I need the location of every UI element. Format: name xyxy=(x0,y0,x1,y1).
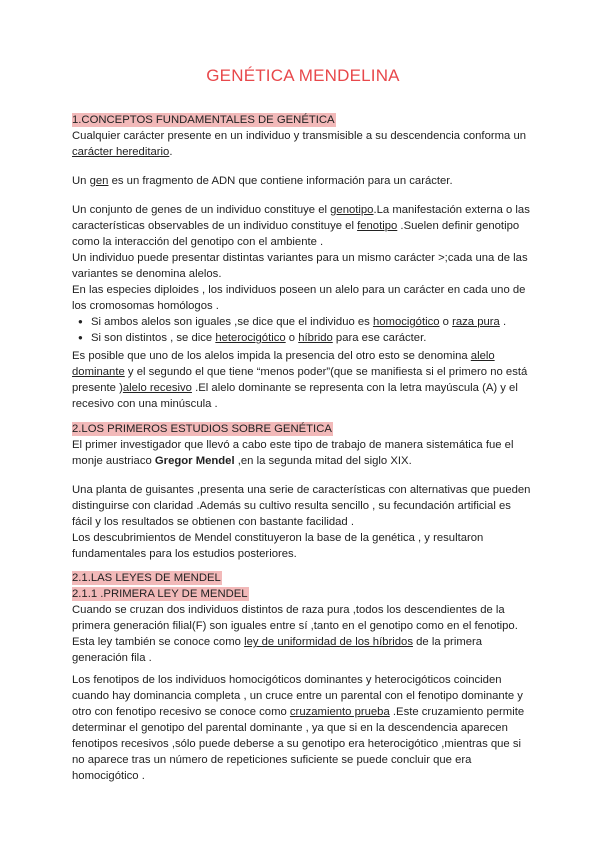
page-title: GENÉTICA MENDELINA xyxy=(206,66,400,85)
section-1 xyxy=(72,112,534,160)
term-ley-uniformidad: ley de uniformidad de los híbridos xyxy=(244,636,413,648)
s1-paragraph-5: En las especies diploides , los individuos poseen un alelo para un carácter en cada uno de los cromosomas homólogos . xyxy=(72,284,526,312)
s2-paragraph-3: Los descubrimientos de Mendel constituyeron la base de la genética , y resultaron fundamentales para los estudios posteriores. xyxy=(72,532,484,560)
s2-paragraph-2: Una planta de guisantes ,presenta una serie de características con alternativas que pueden distinguirse con claridad .Además su cultivo resulta sencillo , su fecundación artificial es fácil y los resultados se obtienen con bastante facilidad . xyxy=(72,484,531,528)
name-gregor-mendel: Gregor Mendel xyxy=(154,455,235,467)
section-2-1-heading: 2.1.LAS LEYES DE MENDEL xyxy=(72,572,221,584)
section-2-1 xyxy=(72,570,534,666)
section-2-heading: 2.LOS PRIMEROS ESTUDIOS SOBRE GENÉTICA xyxy=(72,423,332,435)
s2-paragraph-1: El primer investigador que llevó a cabo este tipo de trabajo de manera sistemática fue el monje austriaco Gregor Mendel ,en la segunda mitad del siglo XIX. xyxy=(72,439,514,467)
section-1-heading: 1.CONCEPTOS FUNDAMENTALES DE GENÉTICA xyxy=(72,114,335,126)
alelos-list xyxy=(72,314,534,346)
term-caracter-hereditario: carácter hereditario xyxy=(72,146,170,158)
s1-paragraph-2: Un gen es un fragmento de ADN que contiene información para un carácter. xyxy=(72,175,453,187)
term-cruzamiento-prueba: cruzamiento prueba xyxy=(289,706,390,718)
term-heterocigotico: heterocigótico xyxy=(215,332,286,344)
term-alelo-dominante: alelo dominante xyxy=(72,350,495,378)
section-2-1-1-heading: 2.1.1 .PRIMERA LEY DE MENDEL xyxy=(72,588,248,600)
term-raza-pura: raza pura xyxy=(452,316,500,328)
term-alelo-recesivo: alelo recesivo xyxy=(122,382,192,394)
s1-paragraph-6: Es posible que uno de los alelos impida la presencia del otro esto se denomina alelo dominante y el segundo el que tiene “menos poder”(que se manifiesta si el primero no está presente )alelo recesivo .El alelo dominante se representa con la letra mayúscula (A) y el recesivo con una minúscula . xyxy=(72,350,528,410)
term-gen: gen xyxy=(89,175,109,187)
s21-paragraph-1: Cuando se cruzan dos individuos distintos de raza pura ,todos los descendientes de la primera generación filial(F) son iguales entre sí ,tanto en el genotipo como en el fenotipo. Esta ley también se conoce como ley de uniformidad de los híbridos de la primera generación fila . xyxy=(72,604,518,664)
term-genotipo: genotipo xyxy=(330,204,374,216)
term-fenotipo: fenotipo xyxy=(357,220,398,232)
s1-paragraph-4: Un individuo puede presentar distintas variantes para un mismo carácter >;cada una de las variantes se denomina alelos. xyxy=(72,252,528,280)
s1-paragraph-1: Cualquier carácter presente en un individuo y transmisible a su descendencia conforma un carácter hereditario. xyxy=(72,130,527,158)
term-hibrido: híbrido xyxy=(298,332,333,344)
list-item: ● Si ambos alelos son iguales ,se dice que el individuo es homocigótico o raza pura . xyxy=(91,314,534,330)
list-item: ● Si son distintos , se dice heterocigótico o híbrido para ese carácter. xyxy=(91,330,534,346)
section-2-body xyxy=(72,482,534,562)
term-homocigotico: homocigótico xyxy=(372,316,440,328)
s1-paragraph-3: Un conjunto de genes de un individuo constituye el genotipo.La manifestación externa o las características observables de un individuo constituye el fenotipo .Suelen definir genotipo como la interacción del genotipo con el ambiente . Un individuo puede presentar distintas variantes para un mismo carácter >;cada una de las variantes se denomina alelos. En las especies diploides , los individuos poseen un alelo para un carácter en cada uno de los cromosomas homólogos . ● Si ambos alelos son iguales ,se dice que el individuo es homocigótico o raza pura . ● Si son distintos , se dice heterocigótico o híbrido para ese carácter. xyxy=(72,202,534,346)
section-2 xyxy=(72,421,534,469)
s21-paragraph-2: Los fenotipos de los individuos homocigóticos dominantes y heterocigóticos coinciden cuando hay dominancia completa , un cruce entre un parental con el fenotipo dominante y otro con fenotipo recesivo se conoce como cruzamiento prueba .Este cruzamiento permite determinar el genotipo del parental dominante , ya que si en la descendencia aparecen fenotipos recesivos ,sólo puede deberse a su genotipo era heterocigótico ,mientras que si no aparece tras un número de repeticiones suficiente se puede concluir que era homocigótico . xyxy=(72,674,525,782)
